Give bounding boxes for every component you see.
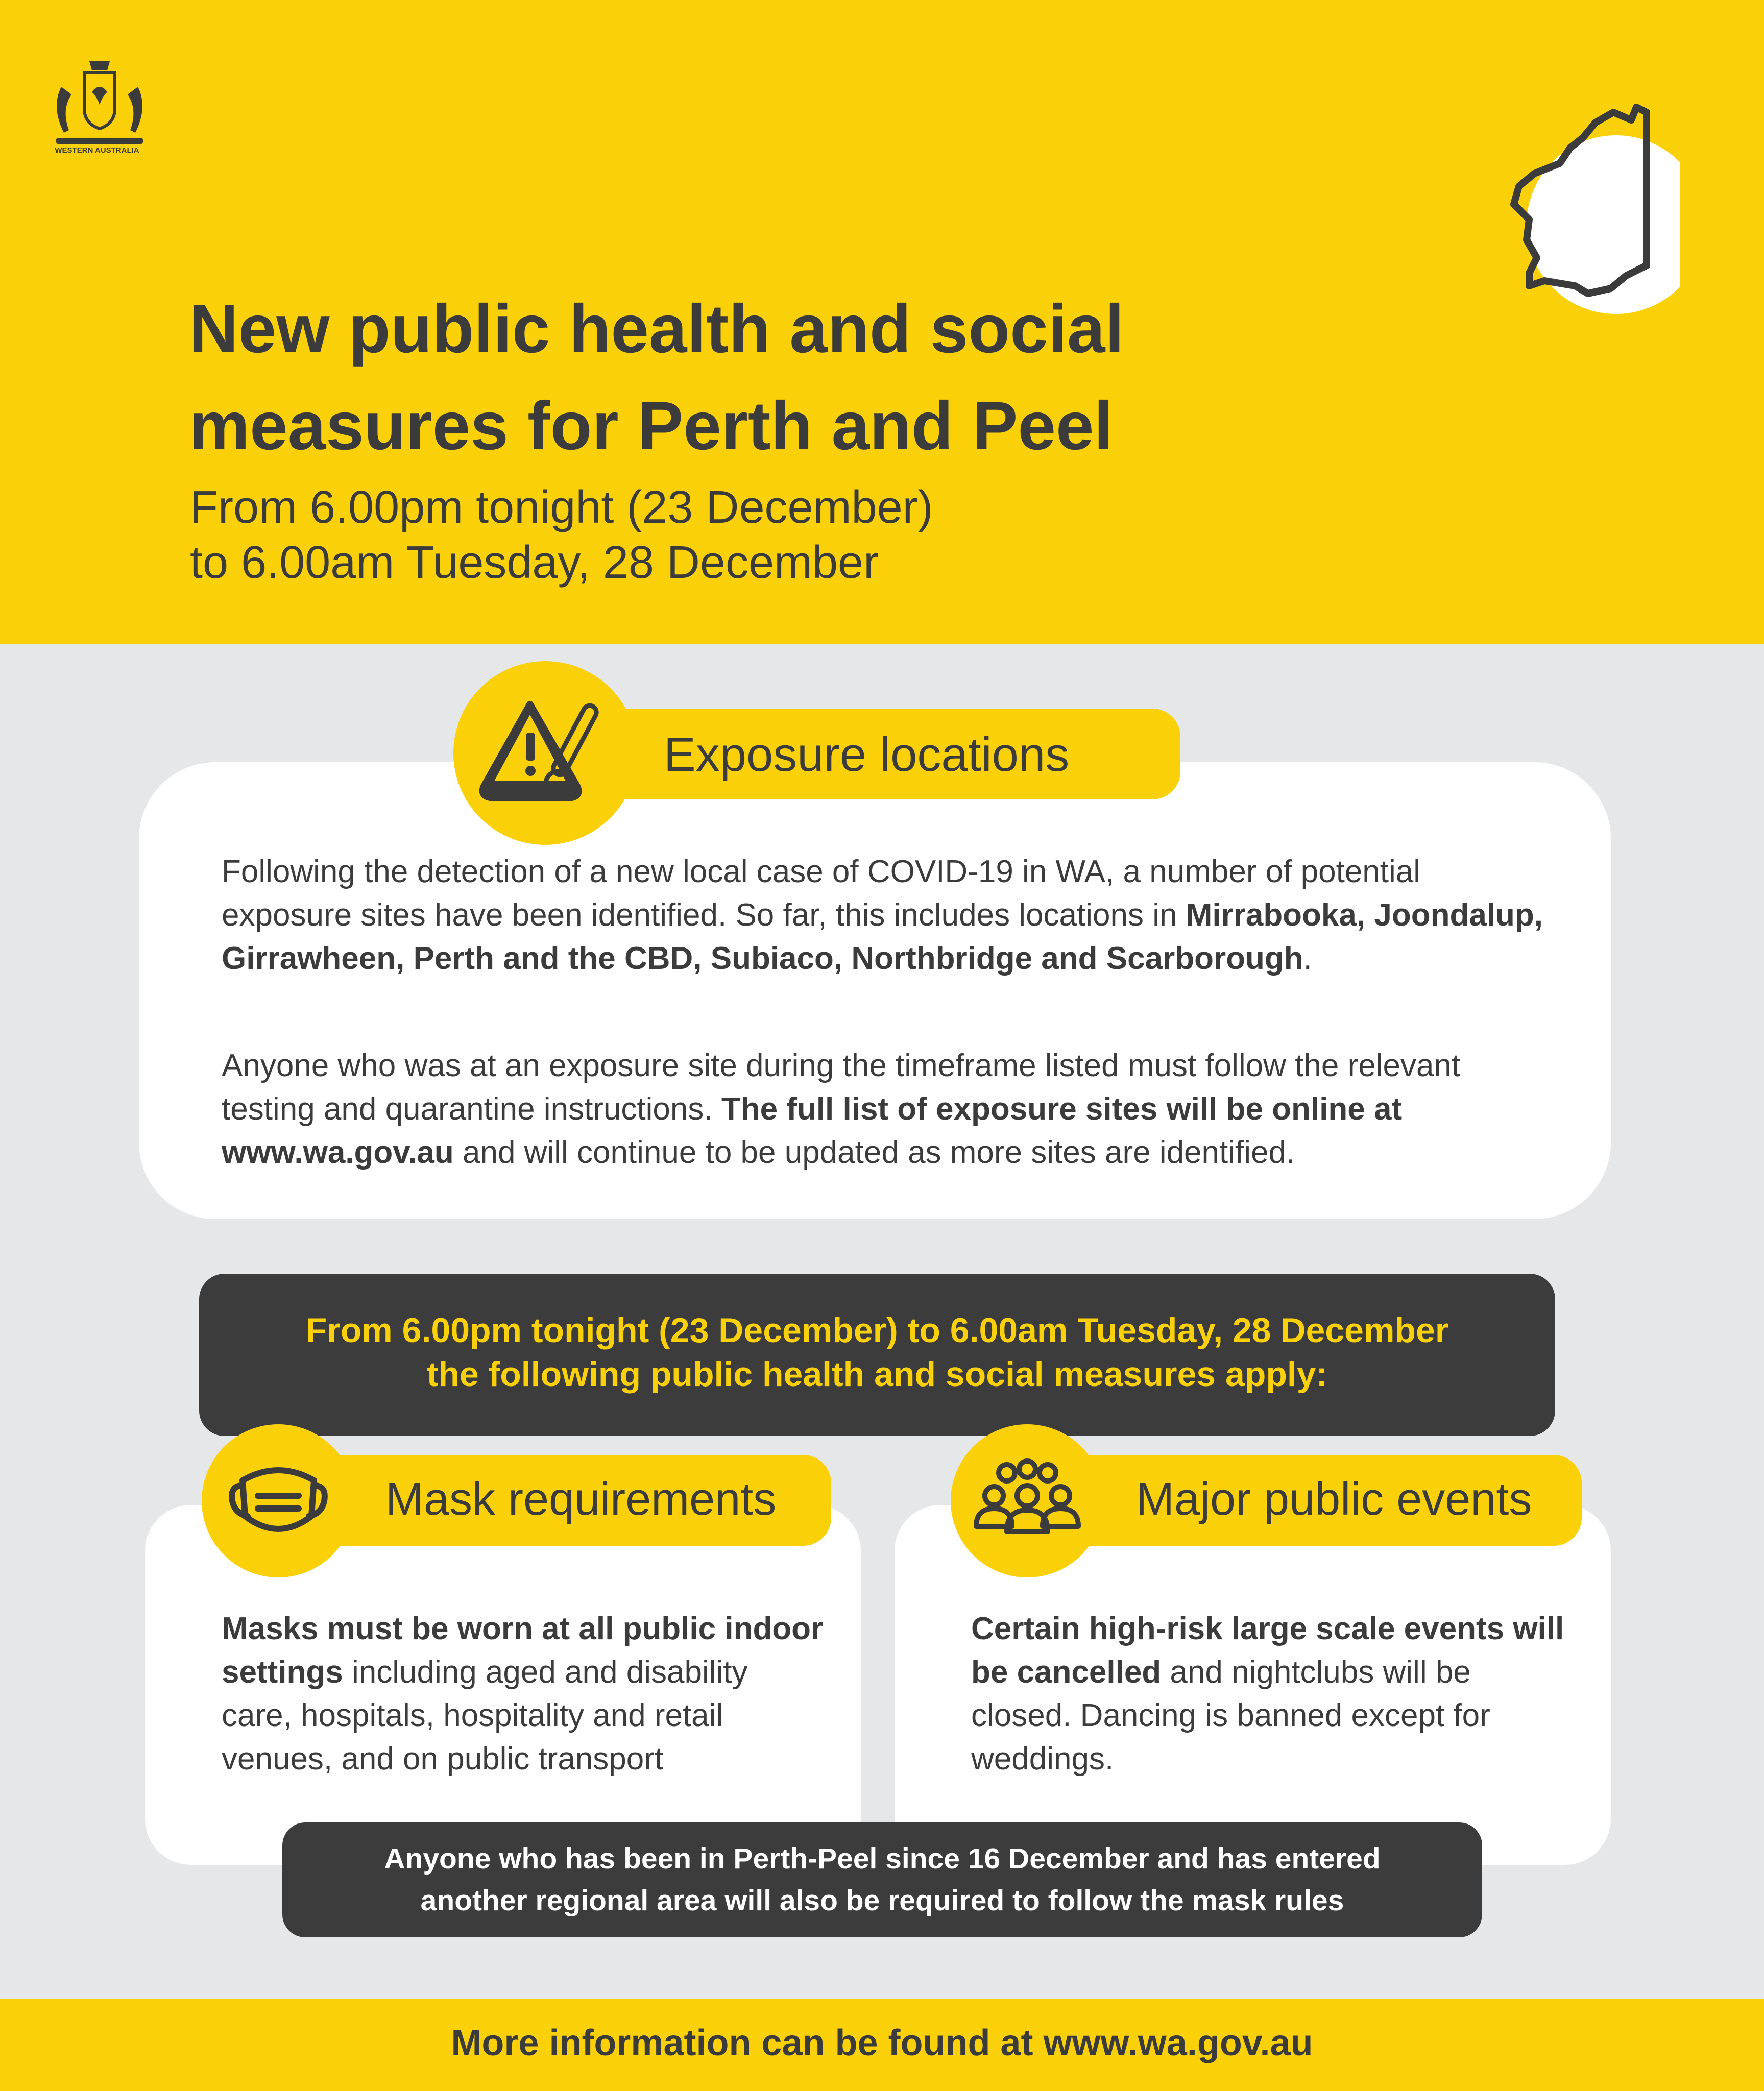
measures-line1: From 6.00pm tonight (23 December) to 6.00am Tuesday, 28 December [305, 1311, 1449, 1350]
logo-caption-line1: GOVERNMENT OF [63, 137, 131, 145]
logo-caption-line2: WESTERN AUSTRALIA [55, 146, 139, 155]
exposure-icon-badge [453, 661, 637, 845]
note-line2: another regional area will also be required to follow the mask rules [420, 1884, 1344, 1917]
western-australia-map-icon [1506, 97, 1680, 322]
events-rest-text: and nightclubs will be closed. Dancing is banned except for weddings. [971, 1655, 1490, 1777]
crowd-icon [951, 1424, 1104, 1577]
header [0, 0, 1764, 644]
exposure-p2-link-text: The full list of exposure sites will be online at www.wa.gov.au [222, 1091, 1403, 1170]
events-bold-text: Certain high-risk large scale events will be cancelled [971, 1611, 1564, 1690]
exposure-paragraph-2 [222, 1044, 1549, 1174]
mask-heading: Mask requirements [385, 1474, 777, 1525]
exposure-p2-lead: Anyone who was at an exposure site during the timeframe listed must follow the relevant testing and quarantine instructions. [222, 1048, 1461, 1127]
mask-description [222, 1607, 824, 1781]
note-line1: Anyone who has been in Perth-Peel since 16 December and has entered [384, 1842, 1381, 1875]
events-heading: Major public events [1136, 1474, 1532, 1525]
footer [0, 1999, 1764, 2091]
page-title [189, 281, 1465, 475]
events-description [971, 1607, 1574, 1781]
mask-rest-text: including aged and disability care, hospitals, hospitality and retail venues, and on public transport [222, 1655, 748, 1777]
footer-text: More information can be found at www.wa.gov.au [451, 2023, 1313, 2063]
regional-note-banner [282, 1822, 1482, 1937]
measures-banner [199, 1274, 1555, 1436]
measures-line2: the following public health and social measures apply: [426, 1355, 1328, 1394]
exposure-p1-end: . [1303, 941, 1312, 976]
exposure-heading: Exposure locations [664, 727, 1070, 781]
mask-icon-badge [202, 1424, 355, 1577]
exposure-p1-locations: Mirrabooka, Joondalup, Girrawheen, Perth and the CBD, Subiaco, Northbridge and Scarborough [222, 897, 1543, 976]
regional-note-text [282, 1838, 1482, 1922]
subtitle-line1: From 6.00pm tonight (23 December) [190, 482, 933, 533]
events-icon-badge [951, 1424, 1104, 1577]
title-line2: measures for Perth and Peel [189, 388, 1113, 464]
subtitle-line2: to 6.00am Tuesday, 28 December [190, 537, 879, 588]
warning-thermometer-icon [453, 661, 637, 845]
page-subtitle [190, 480, 1364, 590]
title-line1: New public health and social [189, 291, 1124, 367]
exposure-p1-lead: Following the detection of a new local case of COVID-19 in WA, a number of potential exposure sites have been identified. So far, this includes locations in [222, 854, 1421, 933]
exposure-p2-end: and will continue to be updated as more sites are identified. [453, 1135, 1295, 1170]
events-heading-pill [1057, 1455, 1582, 1546]
face-mask-icon [202, 1424, 355, 1577]
measures-banner-text [199, 1308, 1555, 1396]
mask-bold-text: Masks must be worn at all public indoor settings [222, 1611, 824, 1690]
exposure-paragraph-1 [222, 850, 1549, 980]
logo-caption [31, 137, 163, 155]
mask-heading-pill [306, 1455, 831, 1546]
